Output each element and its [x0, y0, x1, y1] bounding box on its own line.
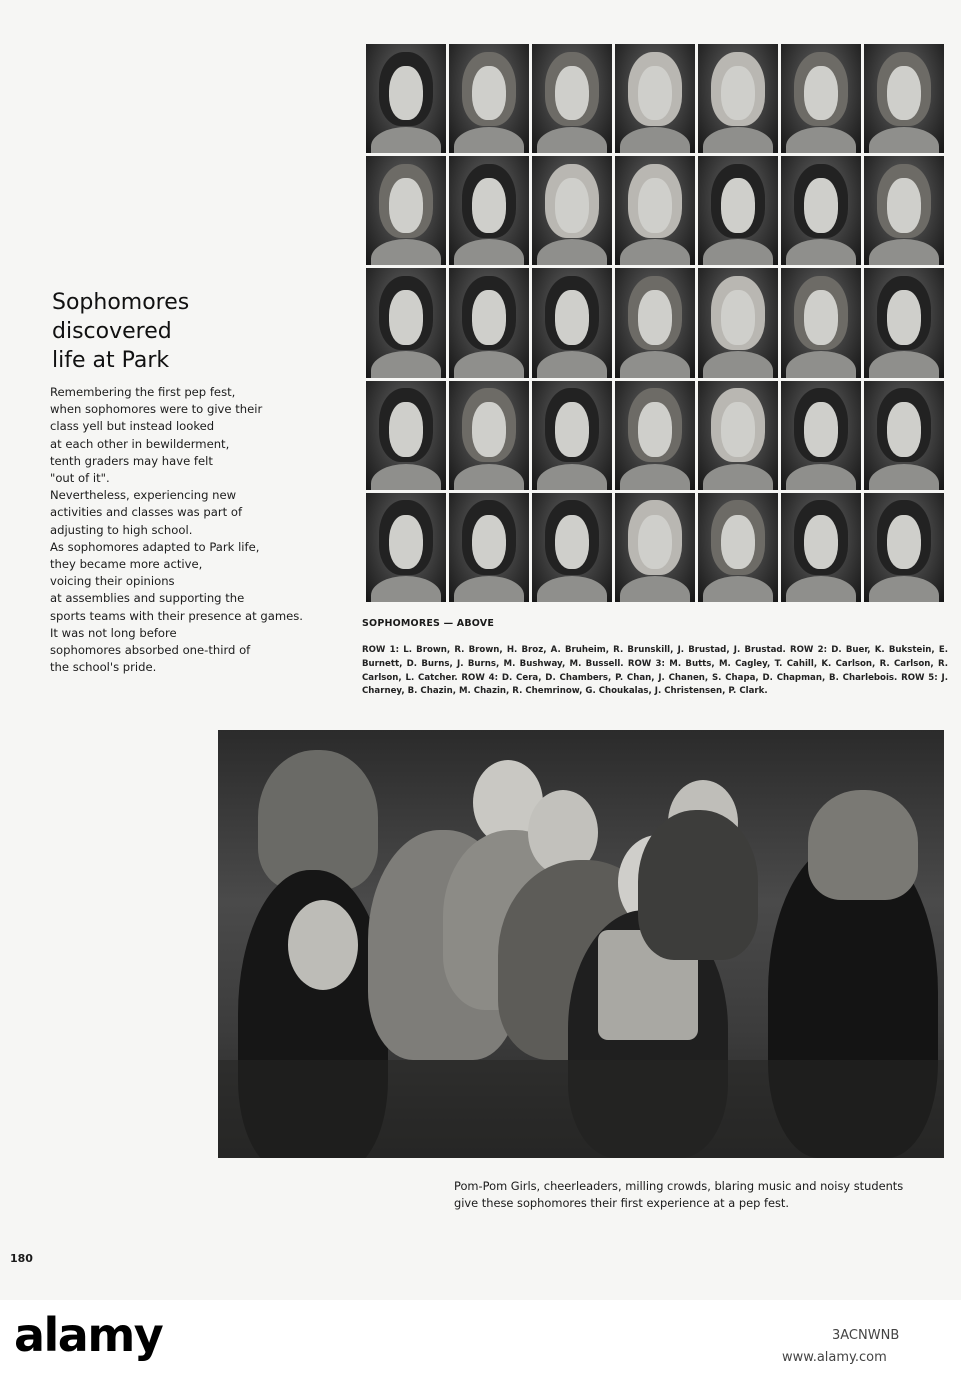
body-line: class yell but instead looked [50, 419, 215, 434]
heading-line: discovered [52, 319, 172, 344]
portrait-photo [698, 156, 778, 265]
photo-caption-line: give these sophomores their first experience at a pep fest. [454, 1196, 789, 1210]
portrait-photo [449, 44, 529, 153]
portrait-photo [532, 44, 612, 153]
body-line: at each other in bewilderment, [50, 436, 230, 451]
portrait-photo [366, 44, 446, 153]
body-line: adjusting to high school. [50, 522, 193, 537]
portrait-photo [864, 381, 944, 490]
body-line: Nevertheless, experiencing new [50, 488, 237, 503]
portrait-photo [615, 156, 695, 265]
portrait-photo [698, 268, 778, 377]
body-line: activities and classes was part of [50, 505, 243, 520]
portrait-photo [449, 493, 529, 602]
page-number: 180 [10, 1252, 33, 1265]
portrait-photo [698, 44, 778, 153]
alamy-logo: alamy [14, 1308, 163, 1362]
portrait-photo [615, 268, 695, 377]
portrait-photo [864, 268, 944, 377]
portrait-photo [864, 156, 944, 265]
body-line: Remembering the first pep fest, [50, 385, 236, 399]
portrait-photo [449, 268, 529, 377]
body-line: tenth graders may have felt [50, 453, 213, 468]
portrait-photo [615, 381, 695, 490]
portrait-photo [532, 493, 612, 602]
pep-fest-photo [218, 730, 944, 1158]
heading-line: life at Park [52, 348, 170, 373]
portrait-photo [615, 44, 695, 153]
portrait-photo [781, 493, 861, 602]
portrait-grid [366, 44, 944, 602]
body-line: sports teams with their presence at games. [50, 608, 303, 623]
portrait-photo [698, 381, 778, 490]
portrait-caption-title: SOPHOMORES — ABOVE [362, 618, 495, 629]
portrait-photo [366, 493, 446, 602]
body-line: sophomores absorbed one-third of [50, 643, 251, 658]
body-line: It was not long before [50, 625, 177, 640]
portrait-photo [781, 156, 861, 265]
intro-paragraph [50, 384, 340, 676]
portrait-photo [615, 493, 695, 602]
heading-line: Sophomores [52, 290, 190, 315]
portrait-photo [532, 156, 612, 265]
body-line: at assemblies and supporting the [50, 591, 245, 606]
portrait-photo [864, 493, 944, 602]
photo-caption-line: Pom-Pom Girls, cheerleaders, milling crowds, blaring music and noisy students [454, 1179, 904, 1193]
body-line: the school's pride. [50, 660, 157, 675]
portrait-photo [864, 44, 944, 153]
image-id: 3ACNWNB [832, 1328, 900, 1343]
body-line: when sophomores were to give their [50, 402, 263, 417]
portrait-photo [698, 493, 778, 602]
body-line: voicing their opinions [50, 574, 175, 589]
portrait-names: ROW 1: L. Brown, R. Brown, H. Broz, A. Bruheim, R. Brunskill, J. Brustad, J. Brustad. ROW 2: D. Buer, K. Bukstein, E. Burnett, D. Burns, J. Burns, M. Bushway, M. Bussell. ROW 3: M. Butts, M. Cagley, T. Cahill, K. Carlson, R. Carlson, R. Carlson, L. Catcher. ROW 4: D. Cera, D. Chambers, P. Chan, J. Chanen, S. Chapa, D. Chapman, B. Charlebois. ROW 5: J. Charney, B. Chazin, M. Chazin, R. Chemrinow, G. Choukalas, J. Christensen, P. Clark. [362, 645, 948, 697]
portrait-photo [366, 156, 446, 265]
portrait-photo [781, 268, 861, 377]
portrait-photo [449, 381, 529, 490]
page-heading [52, 288, 252, 375]
stock-url: www.alamy.com [782, 1350, 887, 1365]
body-line: "out of it". [50, 471, 110, 486]
portrait-photo [366, 381, 446, 490]
body-line: they became more active, [50, 557, 203, 572]
portrait-photo [449, 156, 529, 265]
portrait-photo [532, 381, 612, 490]
portrait-photo [781, 44, 861, 153]
body-line: As sophomores adapted to Park life, [50, 539, 260, 554]
portrait-photo [532, 268, 612, 377]
portrait-photo [366, 268, 446, 377]
portrait-photo [781, 381, 861, 490]
photo-caption [454, 1178, 954, 1212]
